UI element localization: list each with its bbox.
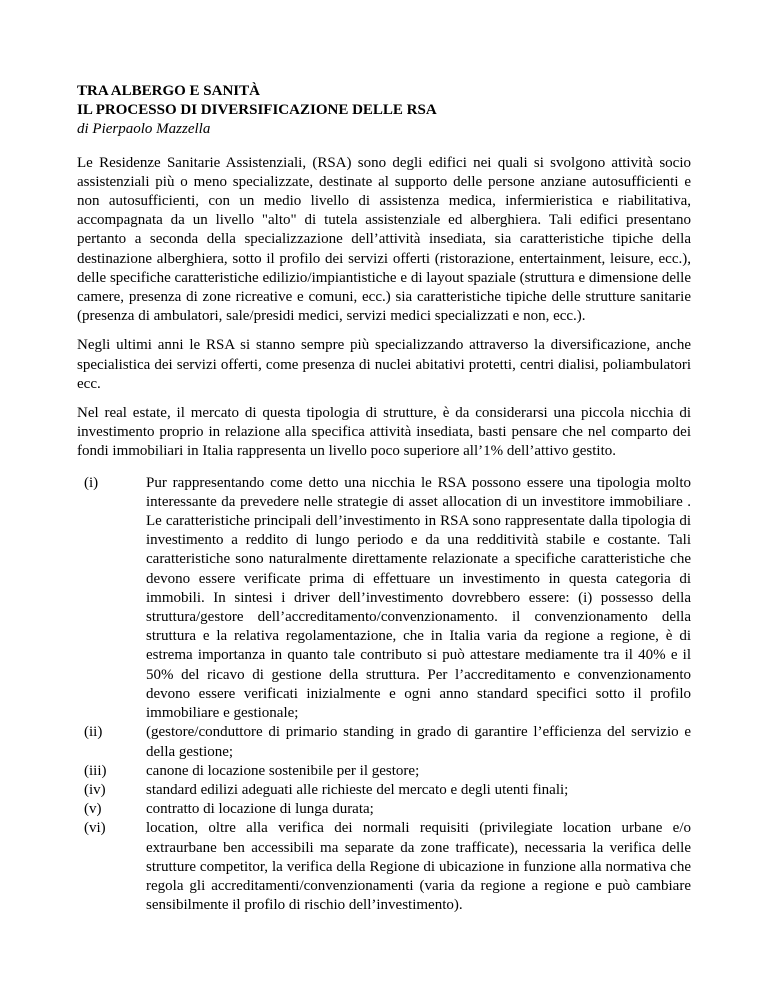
paragraph-specialization: Negli ultimi anni le RSA si stanno sempre più specializzando attraverso la diversificazione, anche specialistica dei servizi offerti, come presenza di nuclei abitativi protetti, centri dialisi, poliambulatori ecc. — [77, 337, 691, 392]
list-item — [77, 762, 691, 781]
list-marker: (ii) — [84, 724, 103, 741]
list-item — [77, 723, 691, 761]
list-marker: (iv) — [84, 781, 106, 798]
list-marker: (iii) — [84, 762, 107, 779]
paragraph-intro: Le Residenze Sanitarie Assistenziali, (RSA) sono degli edifici nei quali si svolgono attività socio assistenziali più o meno specializzate, destinate al supporto delle persone anziane autosufficienti e non autosufficienti, con un medio livello di assistenza medica, infermieristica e riabilitativa, accompagnata da un livello "alto" di tutela assistenziale ed alberghiera. Tali edifici presentano pertanto a seconda della specializzazione dell’attività insediata, sia caratteristiche tipiche della destinazione alberghiera, sotto il profilo dei servizi offerti (ristorazione, entertainment, leisure, ecc.), delle specifiche caratteristiche edilizio/impiantistiche e di layout spaziale (struttura e dimensione delle camere, presenza di zone ricreative e comuni, ecc.) sia caratteristiche tipiche delle strutture sanitarie (presenza di ambulatori, sale/presidi medici, servizi medici specializzati e non, ecc.). — [77, 154, 691, 325]
list-marker: (i) — [84, 474, 99, 491]
list-item — [77, 800, 691, 819]
list-item — [77, 819, 691, 915]
list-item — [77, 781, 691, 800]
title-line-1: TRA ALBERGO E SANITÀ — [77, 83, 260, 99]
list-item-text: (gestore/conduttore di primario standing in grado di garantire l’efficienza del servizio e della gestione; — [146, 724, 691, 760]
list-marker: (vi) — [84, 820, 106, 837]
author-byline: di Pierpaolo Mazzella — [77, 121, 211, 138]
document-page — [77, 82, 691, 915]
list-item-text: contratto di locazione di lunga durata; — [146, 801, 374, 818]
article-header — [77, 82, 691, 140]
title-line-2: IL PROCESSO DI DIVERSIFICAZIONE DELLE RSA — [77, 102, 437, 119]
investment-drivers-list — [77, 474, 691, 916]
list-item-text: location, oltre alla verifica dei normali requisiti (privilegiate location urbane e/o extraurbane ben accessibili ma separate da zone trafficate), necessaria la verifica delle strutture competitor, la verifica della Regione di ubicazione in funzione alla normativa che regola gli accreditamenti/convenzionamenti (varia da regione a regione e può cambiare sensibilmente il profilo di rischio dell’investimento). — [146, 820, 691, 914]
list-item-text: canone di locazione sostenibile per il gestore; — [146, 762, 420, 779]
list-item-text: Pur rappresentando come detto una nicchia le RSA possono essere una tipologia molto interessante da prevedere nelle strategie di asset allocation di un investitore immobiliare . Le caratteristiche principali dell’investimento in RSA sono rappresentate dalla tipologia di investimento a reddito di lungo periodo e da una redditività stabile e costante. Tali caratteristiche sono naturalmente direttamente relazionate a specifiche caratteristiche che devono essere verificate prima di effettuare un investimento in questa categoria di immobili. In sintesi i driver dell’investimento dovrebbero essere: (i) possesso della struttura/gestore dell’accreditamento/convenzionamento. il convenzionamento della struttura e la relativa regolamentazione, che in Italia varia da regione a regione, è di estrema importanza in quanto tale contributo si può attestare mediamente tra il 40% e il 50% del ricavo di gestione della struttura. Per l’accreditamento e convenzionamento devono essere verificati inizialmente e ogni anno standard specifici sotto il profilo immobiliare e gestionale; — [146, 474, 691, 722]
list-marker: (v) — [84, 801, 102, 818]
list-item-text: standard edilizi adeguati alle richieste del mercato e degli utenti finali; — [146, 781, 569, 798]
list-item — [77, 474, 691, 724]
paragraph-real-estate: Nel real estate, il mercato di questa tipologia di strutture, è da considerarsi una piccola nicchia di investimento proprio in relazione alla specifica attività insediata, basti pensare che nel comparto dei fondi immobiliari in Italia rappresenta un livello poco superiore all’1% dell’attivo gestito. — [77, 405, 691, 460]
